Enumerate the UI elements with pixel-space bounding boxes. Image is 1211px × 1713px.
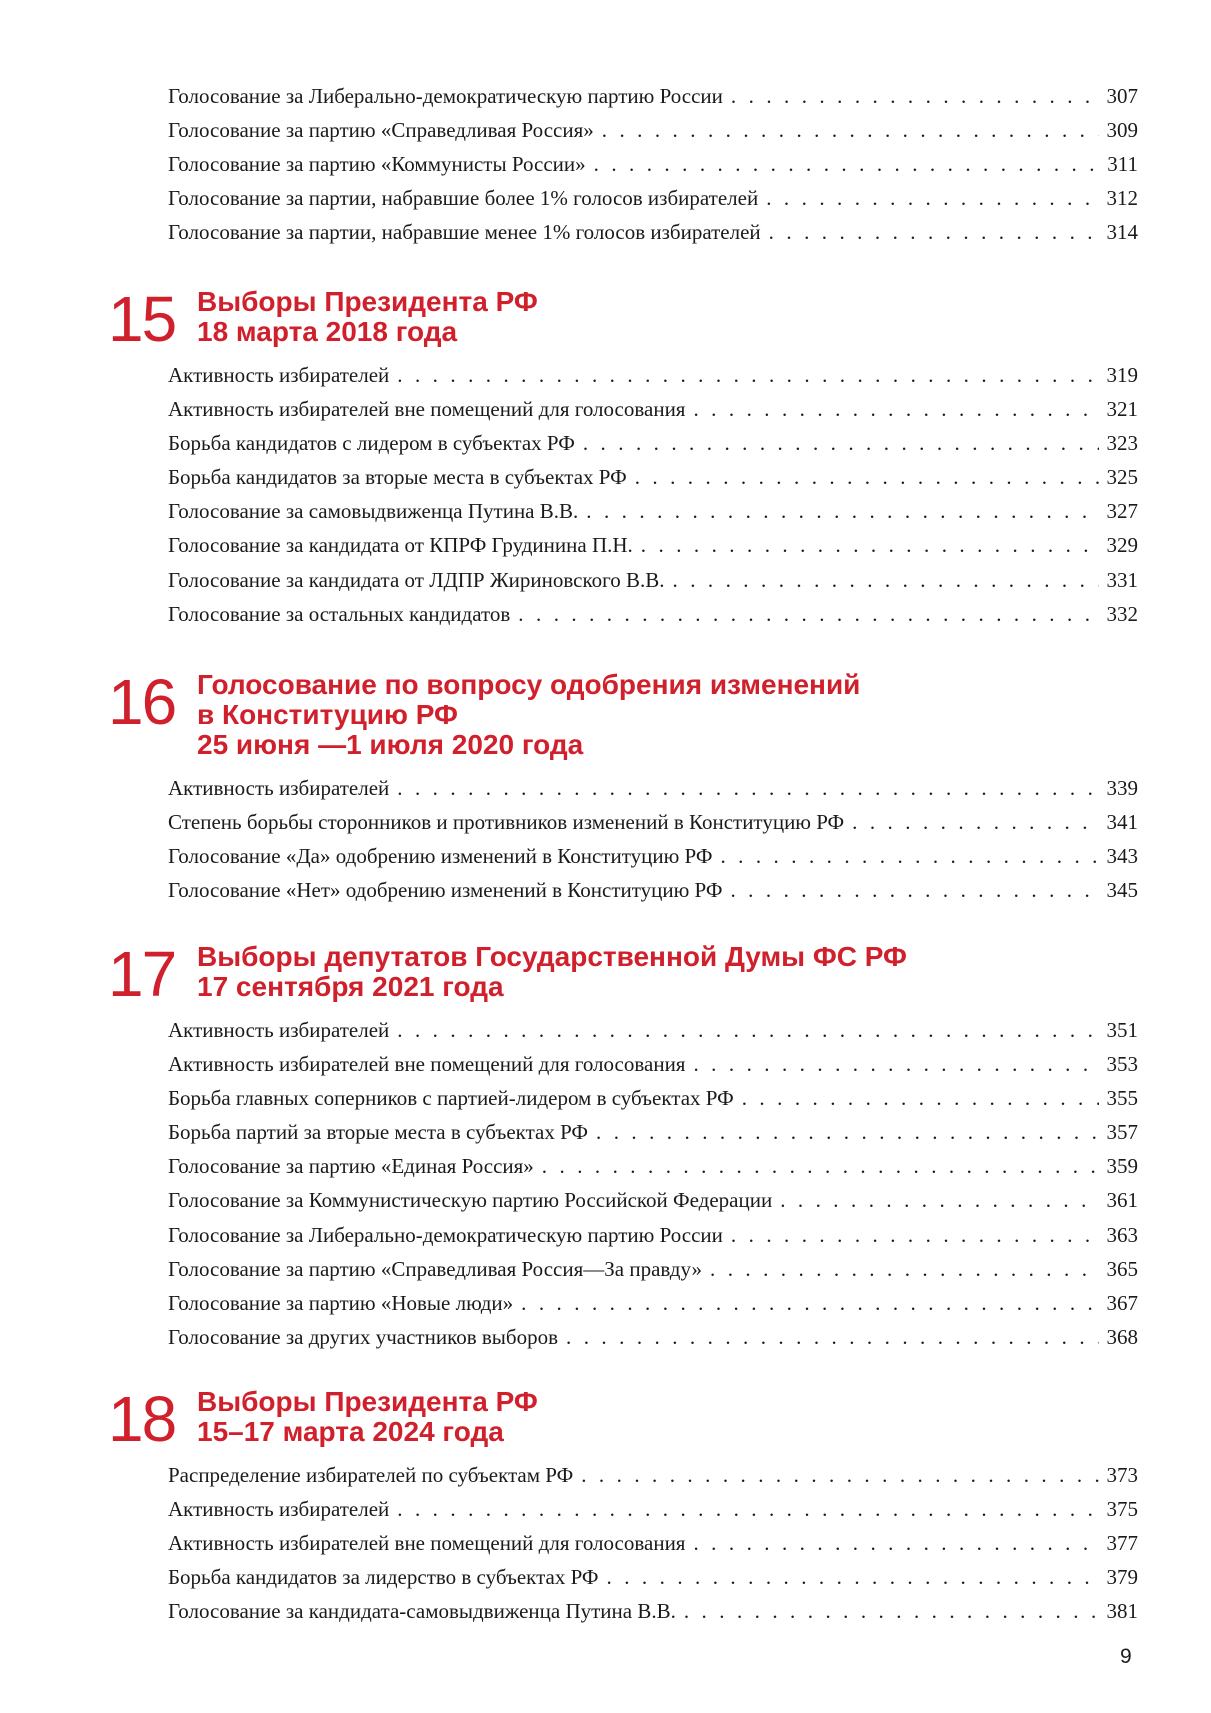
entry-title: Голосование за партию «Справедливая Россия»	[168, 118, 594, 143]
dot-leader	[594, 147, 1100, 181]
dot-leader	[602, 113, 1099, 147]
section-title-line: 18 марта 2018 года	[197, 316, 458, 347]
entry-title: Активность избирателей	[168, 363, 390, 387]
dot-leader	[852, 805, 1098, 839]
dot-leader	[731, 1218, 1099, 1252]
entry-title: Активность избирателей	[168, 1018, 390, 1042]
entry-page: 379	[1106, 1565, 1138, 1590]
section-title-line: Выборы Президента РФ	[197, 1386, 538, 1417]
section-number: 18	[108, 1383, 176, 1455]
toc-entry	[168, 1081, 1138, 1115]
toc-list-section-15	[168, 358, 1138, 631]
toc-entry	[168, 358, 1138, 392]
section-title-line: 25 июня —1 июля 2020 года	[197, 729, 584, 760]
entry-page: 373	[1106, 1463, 1138, 1487]
entry-title: Борьба кандидатов за лидерство в субъектах РФ	[168, 1565, 599, 1590]
section-title	[197, 670, 860, 760]
toc-entry	[168, 1560, 1138, 1594]
dot-leader	[635, 460, 1099, 494]
dot-leader	[710, 1252, 1099, 1286]
toc-entry	[168, 873, 1138, 907]
entry-page: 368	[1106, 1324, 1138, 1349]
entry-page: 359	[1106, 1154, 1138, 1179]
dot-leader	[542, 1149, 1099, 1183]
dot-leader	[583, 426, 1099, 460]
entry-title: Голосование за самовыдвиженца Путина В.В.	[168, 499, 579, 524]
toc-entry	[168, 426, 1138, 460]
entry-title: Активность избирателей	[168, 776, 390, 800]
entry-page: 365	[1106, 1256, 1138, 1281]
dot-leader	[397, 771, 1098, 805]
toc-entry	[168, 494, 1138, 528]
entry-page: 307	[1106, 84, 1138, 108]
toc-list-section-17	[168, 1013, 1138, 1354]
entry-title: Голосование за партии, набравшие менее 1% голосов избирателей	[168, 220, 761, 245]
section-number: 17	[108, 938, 176, 1010]
entry-page: 332	[1106, 601, 1138, 626]
dot-leader	[596, 1115, 1099, 1149]
toc-entry	[168, 839, 1138, 873]
section-title-line: Выборы депутатов Государственной Думы ФС РФ	[197, 941, 907, 972]
toc-entry	[168, 79, 1138, 113]
entry-title: Активность избирателей вне помещений для голосования	[168, 1531, 686, 1556]
entry-title: Борьба кандидатов за вторые места в субъектах РФ	[168, 465, 627, 490]
dot-leader	[566, 1320, 1098, 1354]
section-title-line: в Конституцию РФ	[197, 699, 458, 730]
toc-entry	[168, 1526, 1138, 1560]
entry-title: Голосование за Коммунистическую партию Российской Федерации	[168, 1188, 773, 1213]
entry-page: 331	[1106, 567, 1138, 592]
entry-title: Голосование «Да» одобрению изменений в Конституцию РФ	[168, 844, 713, 869]
section-title-line: Голосование по вопросу одобрения изменений	[197, 669, 861, 700]
entry-title: Активность избирателей	[168, 1497, 390, 1522]
section-title	[197, 1387, 538, 1447]
entry-page: 361	[1106, 1188, 1138, 1213]
toc-list-section-16	[168, 771, 1138, 907]
dot-leader	[673, 563, 1099, 597]
entry-title: Голосование «Нет» одобрению изменений в Конституцию РФ	[168, 878, 723, 903]
entry-title: Голосование за партии, набравшие более 1% голосов избирателей	[168, 186, 759, 211]
entry-title: Голосование за Либерально-демократическую партию России	[168, 84, 723, 108]
entry-page: 327	[1106, 499, 1138, 524]
dot-leader	[742, 1081, 1099, 1115]
entry-title: Голосование за остальных кандидатов	[168, 601, 511, 626]
section-number: 15	[108, 283, 176, 355]
entry-page: 343	[1106, 844, 1138, 869]
entry-page: 323	[1106, 431, 1138, 456]
entry-page: 314	[1106, 220, 1138, 245]
toc-entry	[168, 1594, 1138, 1628]
entry-page: 341	[1106, 810, 1138, 835]
section-number: 16	[108, 666, 176, 738]
page-number: 9	[1120, 1645, 1132, 1668]
entry-page: 321	[1106, 397, 1138, 422]
toc-list-section-18	[168, 1458, 1138, 1628]
dot-leader	[397, 1492, 1098, 1526]
dot-leader	[780, 1183, 1098, 1217]
dot-leader	[731, 79, 1099, 113]
dot-leader	[397, 358, 1098, 392]
toc-entry	[168, 563, 1138, 597]
toc-entry	[168, 1149, 1138, 1183]
section-title-line: Выборы Президента РФ	[197, 286, 538, 317]
toc-entry	[168, 147, 1138, 181]
dot-leader	[684, 1594, 1099, 1628]
entry-title: Активность избирателей вне помещений для голосования	[168, 397, 686, 422]
toc-entry	[168, 528, 1138, 562]
entry-page: 377	[1106, 1531, 1138, 1556]
toc-entry	[168, 1013, 1138, 1047]
section-title-line: 17 сентября 2021 года	[197, 971, 504, 1002]
toc-entry	[168, 805, 1138, 839]
entry-title: Активность избирателей вне помещений для голосования	[168, 1052, 686, 1077]
entry-page: 353	[1106, 1052, 1138, 1077]
dot-leader	[693, 1047, 1098, 1081]
toc-entry	[168, 1458, 1138, 1492]
section-title	[197, 942, 907, 1002]
entry-title: Голосование за кандидата от КПРФ Грудинина П.Н.	[168, 533, 633, 558]
entry-title: Голосование за кандидата от ЛДПР Жириновского В.В.	[168, 567, 665, 592]
toc-entry	[168, 215, 1138, 249]
entry-title: Голосование за партию «Новые люди»	[168, 1290, 514, 1315]
dot-leader	[730, 873, 1098, 907]
entry-title: Распределение избирателей по субъектам РФ	[168, 1463, 574, 1487]
entry-page: 339	[1106, 776, 1138, 800]
entry-page: 312	[1106, 186, 1138, 211]
dot-leader	[693, 1526, 1098, 1560]
dot-leader	[586, 494, 1098, 528]
entry-page: 357	[1106, 1120, 1138, 1145]
section-title	[197, 287, 538, 347]
dot-leader	[720, 839, 1098, 873]
toc-entry	[168, 1115, 1138, 1149]
entry-page: 319	[1106, 363, 1138, 387]
toc-entry	[168, 392, 1138, 426]
entry-page: 381	[1106, 1599, 1138, 1624]
entry-page: 325	[1106, 465, 1138, 490]
entry-page: 355	[1106, 1086, 1138, 1111]
entry-page: 309	[1106, 118, 1138, 143]
entry-page: 345	[1106, 878, 1138, 903]
entry-page: 351	[1106, 1018, 1138, 1042]
entry-title: Голосование за партию «Справедливая Россия—За правду»	[168, 1256, 702, 1281]
entry-title: Голосование за других участников выборов	[168, 1324, 559, 1349]
entry-page: 311	[1107, 152, 1138, 177]
entry-title: Голосование за Либерально-демократическую партию России	[168, 1222, 723, 1247]
entry-title: Голосование за партию «Единая Россия»	[168, 1154, 534, 1179]
entry-page: 375	[1106, 1497, 1138, 1522]
entry-title: Степень борьбы сторонников и противников изменений в Конституцию РФ	[168, 810, 845, 835]
toc-entry	[168, 1252, 1138, 1286]
section-title-line: 15–17 марта 2024 года	[197, 1416, 504, 1447]
toc-entry	[168, 1183, 1138, 1217]
entry-title: Голосование за кандидата-самовыдвиженца Путина В.В.	[168, 1599, 676, 1624]
entry-title: Голосование за партию «Коммунисты России»	[168, 152, 586, 177]
toc-entry	[168, 1047, 1138, 1081]
dot-leader	[521, 1286, 1098, 1320]
entry-page: 363	[1106, 1222, 1138, 1247]
toc-entry	[168, 1218, 1138, 1252]
dot-leader	[581, 1458, 1098, 1492]
toc-entry	[168, 771, 1138, 805]
entry-page: 329	[1106, 533, 1138, 558]
toc-entry	[168, 181, 1138, 215]
dot-leader	[641, 528, 1099, 562]
toc-list-intro	[168, 79, 1138, 249]
dot-leader	[607, 1560, 1099, 1594]
dot-leader	[769, 215, 1099, 249]
toc-entry	[168, 113, 1138, 147]
dot-leader	[518, 597, 1098, 631]
dot-leader	[766, 181, 1098, 215]
dot-leader	[397, 1013, 1098, 1047]
entry-title: Борьба главных соперников с партией-лидером в субъектах РФ	[168, 1086, 734, 1111]
toc-entry	[168, 1286, 1138, 1320]
toc-entry	[168, 597, 1138, 631]
toc-entry	[168, 460, 1138, 494]
toc-entry	[168, 1492, 1138, 1526]
entry-title: Борьба партий за вторые места в субъектах РФ	[168, 1120, 588, 1145]
entry-title: Борьба кандидатов с лидером в субъектах РФ	[168, 431, 575, 456]
entry-page: 367	[1106, 1290, 1138, 1315]
dot-leader	[693, 392, 1098, 426]
toc-entry	[168, 1320, 1138, 1354]
